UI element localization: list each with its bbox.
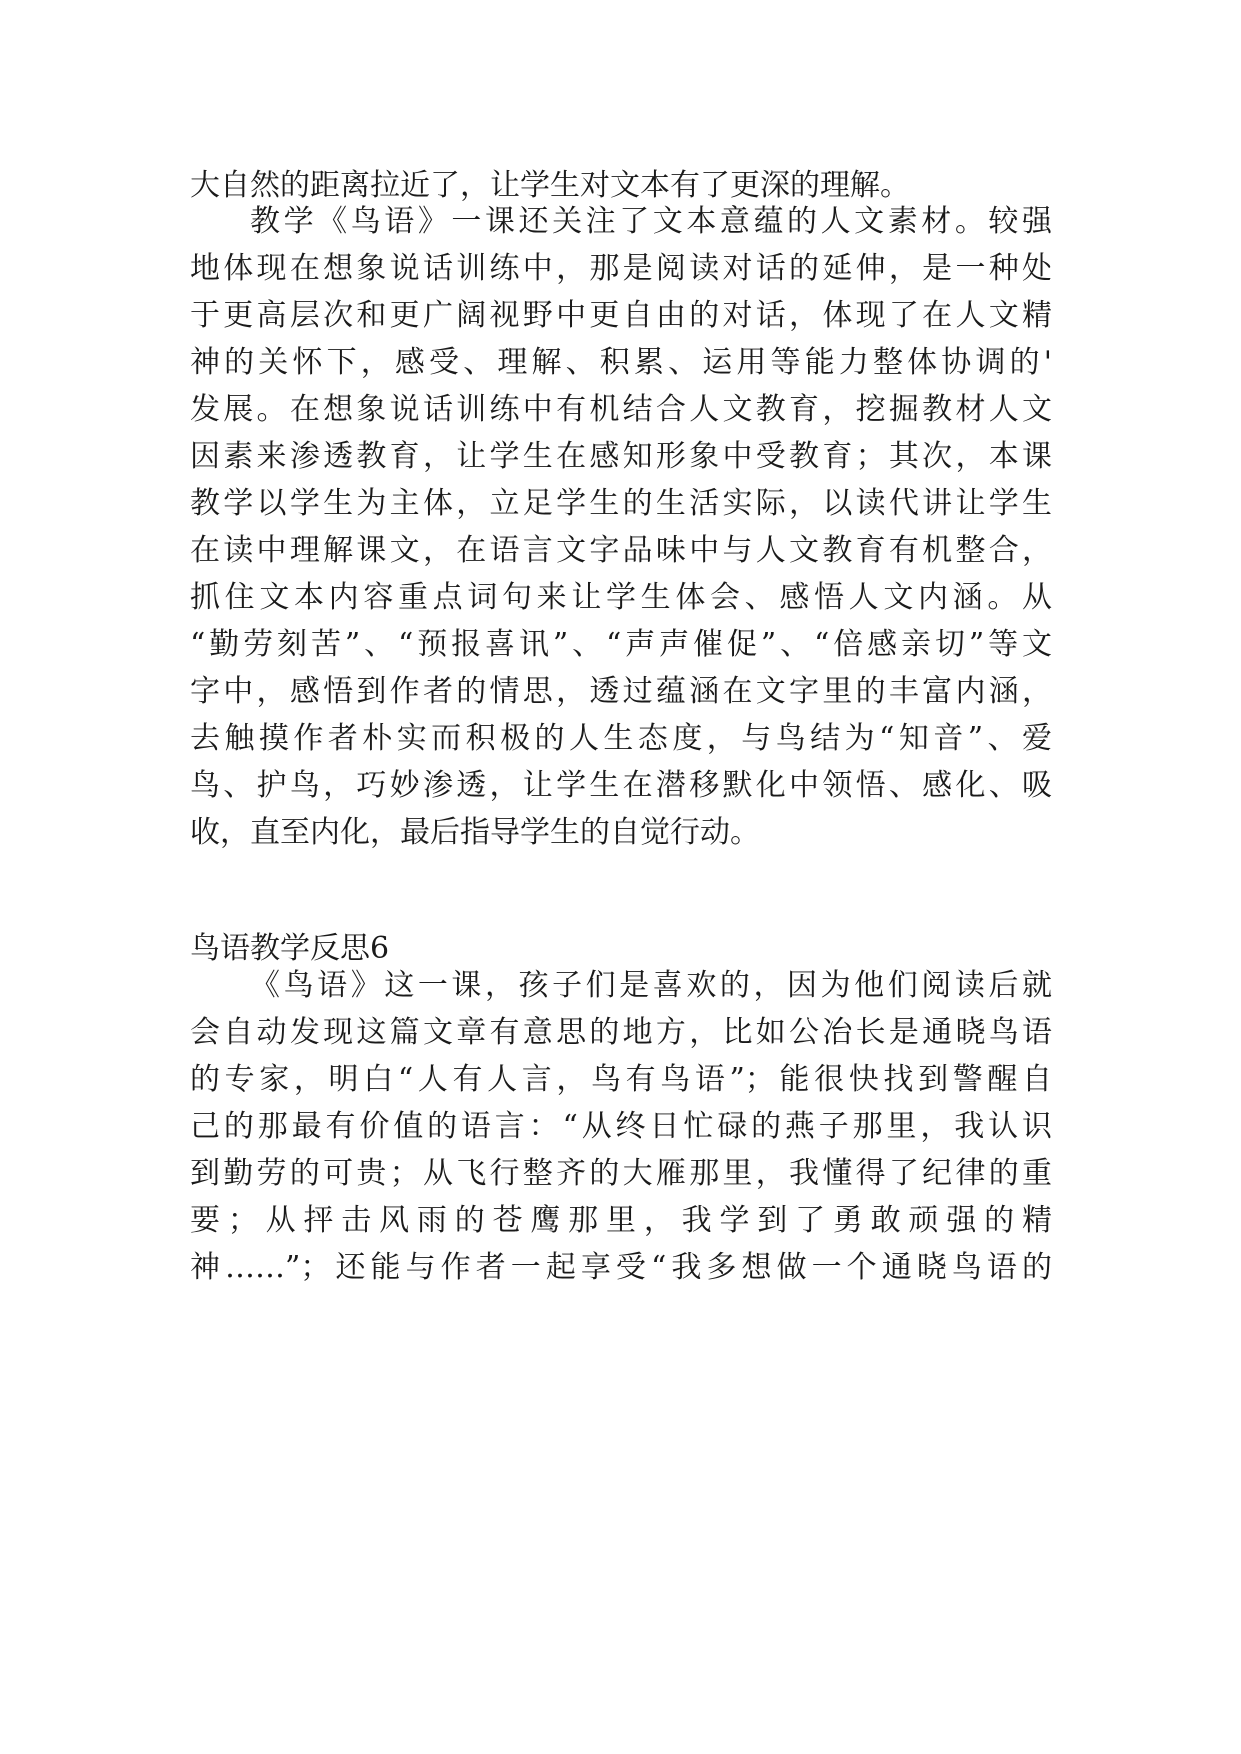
text-line: 教学以学生为主体，立足学生的生活实际，以读代讲让学生 (190, 486, 1052, 521)
text-line: 的专家，明白“人有人言，鸟有鸟语”；能很快找到警醒自 (190, 1062, 1052, 1097)
text-line: 大自然的距离拉近了，让学生对文本有了更深的理解。 (190, 168, 910, 203)
text-line: 于更高层次和更广阔视野中更自由的对话，体现了在人文精 (190, 298, 1052, 333)
text-line: 发展。在想象说话训练中有机结合人文教育，挖掘教材人文 (190, 392, 1052, 427)
text-line: “勤劳刻苦”、“预报喜讯”、“声声催促”、“倍感亲切”等文 (190, 627, 1052, 662)
text-line: 教学《鸟语》一课还关注了文本意蕴的人文素材。较强 (250, 204, 1052, 239)
text-line: 《鸟语》这一课，孩子们是喜欢的，因为他们阅读后就 (250, 968, 1052, 1003)
text-line: 在读中理解课文，在语言文字品味中与人文教育有机整合， (190, 533, 1052, 568)
text-line: 鸟、护鸟，巧妙渗透，让学生在潜移默化中领悟、感化、吸 (190, 768, 1052, 803)
text-line: 要；从抨击风雨的苍鹰那里，我学到了勇敢顽强的精 (190, 1203, 1052, 1238)
section-heading: 鸟语教学反思6 (190, 931, 390, 966)
text-line: 己的那最有价值的语言：“从终日忙碌的燕子那里，我认识 (190, 1109, 1052, 1144)
text-line: 会自动发现这篇文章有意思的地方，比如公冶长是通晓鸟语 (190, 1015, 1052, 1050)
text-line: 神……”；还能与作者一起享受“我多想做一个通晓鸟语的 (190, 1250, 1052, 1285)
text-line: 字中，感悟到作者的情思，透过蕴涵在文字里的丰富内涵， (190, 674, 1052, 709)
text-line: 地体现在想象说话训练中，那是阅读对话的延伸，是一种处 (190, 251, 1052, 286)
text-line: 到勤劳的可贵；从飞行整齐的大雁那里，我懂得了纪律的重 (190, 1156, 1052, 1191)
text-line: 抓住文本内容重点词句来让学生体会、感悟人文内涵。从 (190, 580, 1052, 615)
text-line: 去触摸作者朴实而积极的人生态度，与鸟结为“知音”、爱 (190, 721, 1052, 756)
text-line: 收，直至内化，最后指导学生的自觉行动。 (190, 815, 760, 850)
text-line: 神的关怀下，感受、理解、积累、运用等能力整体协调的' (190, 345, 1052, 380)
text-line: 因素来渗透教育，让学生在感知形象中受教育；其次，本课 (190, 439, 1052, 474)
